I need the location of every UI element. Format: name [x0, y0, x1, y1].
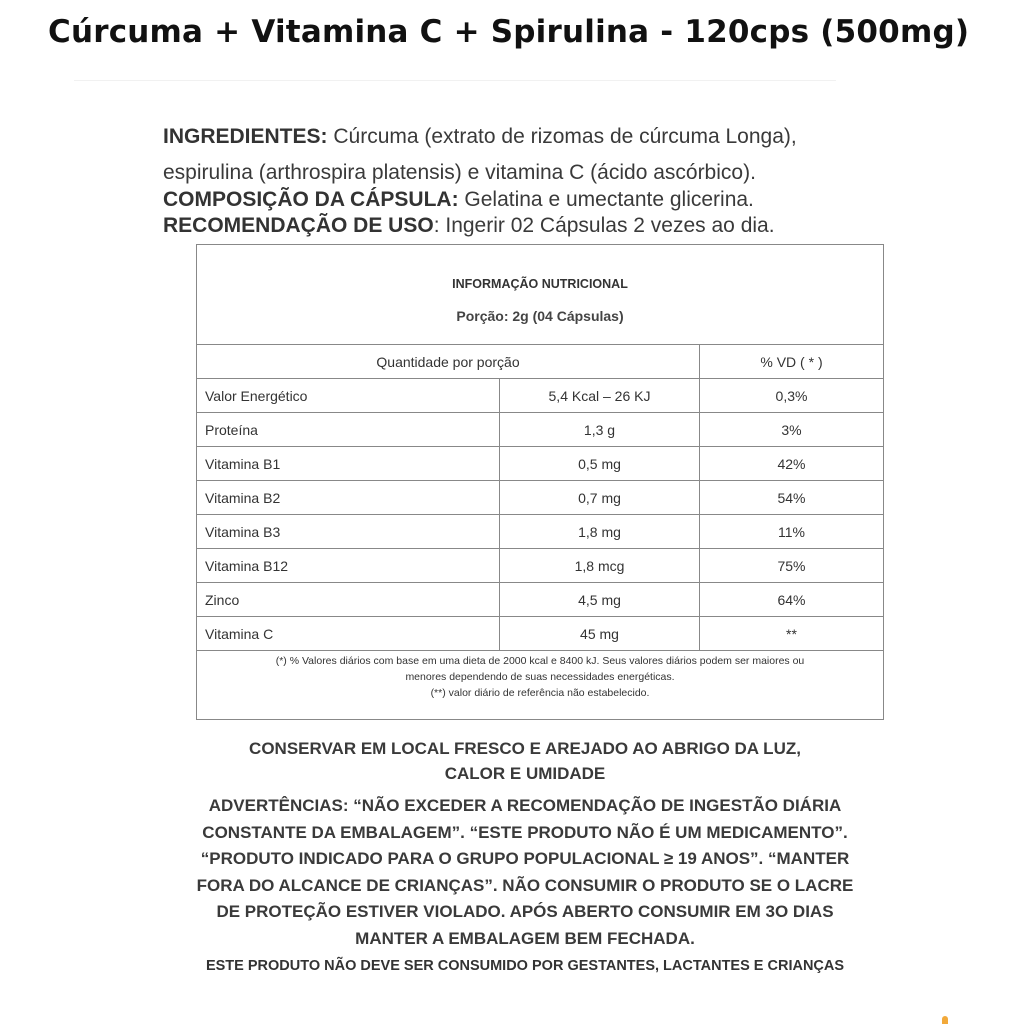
ingredientes-label: INGREDIENTES:	[163, 125, 328, 148]
warning-line: DE PROTEÇÃO ESTIVER VIOLADO. APÓS ABERTO CONSUMIR EM 3O DIAS	[216, 902, 834, 921]
nutrient-quantity: 1,8 mg	[500, 515, 700, 549]
nutrient-vd: 0,3%	[700, 379, 884, 413]
nutrient-vd: 54%	[700, 481, 884, 515]
nutrient-name: Vitamina B1	[197, 447, 500, 481]
nutrition-header-row	[197, 245, 884, 345]
nutrient-quantity: 0,5 mg	[500, 447, 700, 481]
final-warning: ESTE PRODUTO NÃO DEVE SER CONSUMIDO POR GESTANTES, LACTANTES E CRIANÇAS	[205, 958, 845, 974]
nutrition-header-cell	[197, 245, 884, 345]
nutrient-name: Vitamina C	[197, 617, 500, 651]
footnote-line: (*) % Valores diários com base em uma dieta de 2000 kcal e 8400 kJ. Seus valores diários podem ser maiores ou	[275, 655, 805, 667]
nutrient-vd: 42%	[700, 447, 884, 481]
nutrient-vd: 75%	[700, 549, 884, 583]
warning-line: CONSTANTE DA EMBALAGEM”. “ESTE PRODUTO NÃO É UM MEDICAMENTO”.	[202, 822, 848, 842]
table-row	[197, 549, 884, 583]
warning-line: “PRODUTO INDICADO PARA O GRUPO POPULACIONAL ≥ 19 ANOS”. “MANTER	[200, 849, 850, 868]
nutrient-vd: **	[700, 617, 884, 651]
table-row	[197, 413, 884, 447]
nutrient-quantity: 4,5 mg	[500, 583, 700, 617]
nutrition-table	[196, 244, 884, 720]
storage-line: CONSERVAR EM LOCAL FRESCO E AREJADO AO ABRIGO DA LUZ,	[249, 739, 801, 758]
table-row	[197, 481, 884, 515]
table-row	[197, 515, 884, 549]
product-title: Cúrcuma + Vitamina C + Spirulina - 120cps (500mg)	[48, 14, 970, 50]
table-row	[197, 447, 884, 481]
nutrient-vd: 64%	[700, 583, 884, 617]
nutrient-name: Vitamina B3	[197, 515, 500, 549]
warnings-block	[110, 793, 940, 952]
nutrient-quantity: 1,3 g	[500, 413, 700, 447]
nutrient-vd: 11%	[700, 515, 884, 549]
ingredientes-line1	[163, 124, 923, 150]
recomendacao-line	[163, 213, 923, 239]
composicao-line	[163, 187, 923, 213]
nutrient-name: Zinco	[197, 583, 500, 617]
title-divider	[74, 80, 836, 81]
table-row	[197, 583, 884, 617]
corner-decoration	[942, 1016, 948, 1024]
nutrition-footnote	[197, 651, 884, 720]
composicao-text: Gelatina e umectante glicerina.	[458, 188, 754, 211]
nutrient-name: Proteína	[197, 413, 500, 447]
recomendacao-label: RECOMENDAÇÃO DE USO	[163, 214, 434, 237]
warning-line: ADVERTÊNCIAS: “NÃO EXCEDER A RECOMENDAÇÃO DE INGESTÃO DIÁRIA	[208, 796, 842, 815]
recomendacao-text: : Ingerir 02 Cápsulas 2 vezes ao dia.	[433, 214, 775, 237]
footnote-line: menores dependendo de suas necessidades energéticas.	[405, 671, 675, 683]
nutrient-quantity: 45 mg	[500, 617, 700, 651]
ingredients-block	[163, 124, 923, 239]
nutrient-vd: 3%	[700, 413, 884, 447]
table-row	[197, 617, 884, 651]
nutrient-quantity: 0,7 mg	[500, 481, 700, 515]
ingredientes-line2: espirulina (arthrospira platensis) e vitamina C (ácido ascórbico).	[163, 161, 756, 184]
nutrient-name: Vitamina B12	[197, 549, 500, 583]
nutrient-quantity: 5,4 Kcal – 26 KJ	[500, 379, 700, 413]
column-header-quantity: Quantidade por porção	[197, 345, 700, 379]
table-row	[197, 379, 884, 413]
storage-instructions	[120, 736, 930, 786]
nutrient-name: Vitamina B2	[197, 481, 500, 515]
warning-line: MANTER A EMBALAGEM BEM FECHADA.	[355, 928, 695, 948]
nutrition-column-header-row	[197, 345, 884, 379]
nutrient-name: Valor Energético	[197, 379, 500, 413]
nutrient-quantity: 1,8 mcg	[500, 549, 700, 583]
ingredientes-text: Cúrcuma (extrato de rizomas de cúrcuma Longa),	[327, 125, 797, 148]
storage-line: CALOR E UMIDADE	[444, 764, 606, 783]
nutrition-title: INFORMAÇÃO NUTRICIONAL	[452, 277, 628, 291]
nutrition-footnote-row	[197, 651, 884, 720]
composicao-label: COMPOSIÇÃO DA CÁPSULA:	[163, 188, 459, 211]
footnote-line: (**) valor diário de referência não estabelecido.	[430, 687, 650, 699]
column-header-vd: % VD ( * )	[700, 345, 884, 379]
warning-line: FORA DO ALCANCE DE CRIANÇAS”. NÃO CONSUMIR O PRODUTO SE O LACRE	[196, 875, 854, 895]
nutrition-portion: Porção: 2g (04 Cápsulas)	[456, 308, 624, 324]
